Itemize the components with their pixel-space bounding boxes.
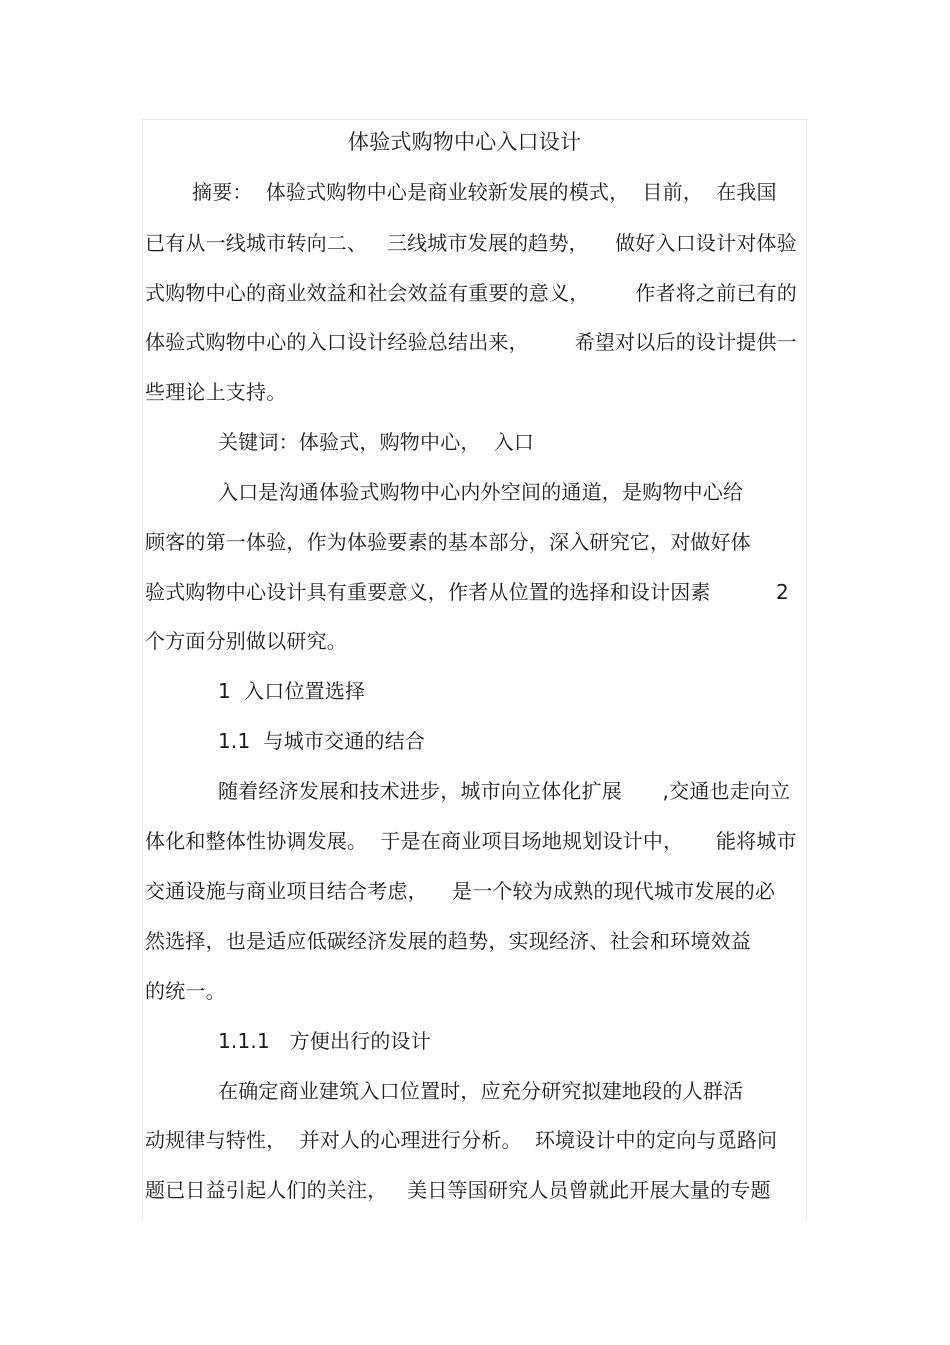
intro-line: 顾客的第一体验，作为体验要素的基本部分，深入研究它，对做好体	[145, 530, 751, 554]
paragraph-line: 题已日益引起人们的关注， 美日等国研究人员曾就此开展大量的专题	[145, 1178, 771, 1202]
section-heading: 1.1.1 方便出行的设计	[218, 1029, 431, 1053]
abstract-line: 些理论上支持。	[145, 380, 287, 404]
paragraph-line: 能将城市	[716, 829, 797, 853]
paragraph-line: 随着经济发展和技术进步，城市向立体化扩展	[218, 779, 622, 803]
abstract-line: 式购物中心的商业效益和社会效益有重要的意义， 作者将之前已有的	[145, 281, 797, 305]
paragraph-line: 体化和整体性协调发展。 于是在商业项目场地规划设计中，	[145, 829, 684, 853]
keywords: 关键词：体验式，购物中心， 入口	[218, 430, 535, 454]
intro-line: 个方面分别做以研究。	[145, 629, 347, 653]
intro-line: 2	[776, 580, 789, 604]
abstract-line: 体验式购物中心的入口设计经验总结出来， 希望对以后的设计提供一	[145, 330, 797, 354]
abstract-line: 摘要： 体验式购物中心是商业较新发展的模式， 目前， 在我国	[192, 180, 777, 204]
document-title: 体验式购物中心入口设计	[348, 130, 582, 154]
paragraph-line: 的统一。	[145, 979, 226, 1003]
abstract-line: 已有从一线城市转向二、 三线城市发展的趋势， 做好入口设计对体验	[145, 231, 797, 255]
section-heading: 1.1 与城市交通的结合	[218, 729, 426, 753]
paragraph-line: 交通设施与商业项目结合考虑，	[145, 879, 428, 903]
paragraph-line: 然选择，也是适应低碳经济发展的趋势，实现经济、社会和环境效益	[145, 929, 751, 953]
intro-line: 验式购物中心设计具有重要意义，作者从位置的选择和设计因素	[145, 580, 711, 604]
paragraph-line: ,交通也走向立	[656, 779, 791, 803]
section-heading: 1 入口位置选择	[218, 679, 366, 703]
paragraph-line: 是一个较为成熟的现代城市发展的必	[452, 879, 776, 903]
paragraph-line: 动规律与特性， 并对人的心理进行分析。 环境设计中的定向与觅路问	[145, 1128, 778, 1152]
paragraph-line: 在确定商业建筑入口位置时，应充分研究拟建地段的人群活	[218, 1079, 744, 1103]
intro-line: 入口是沟通体验式购物中心内外空间的通道，是购物中心给	[218, 480, 744, 504]
